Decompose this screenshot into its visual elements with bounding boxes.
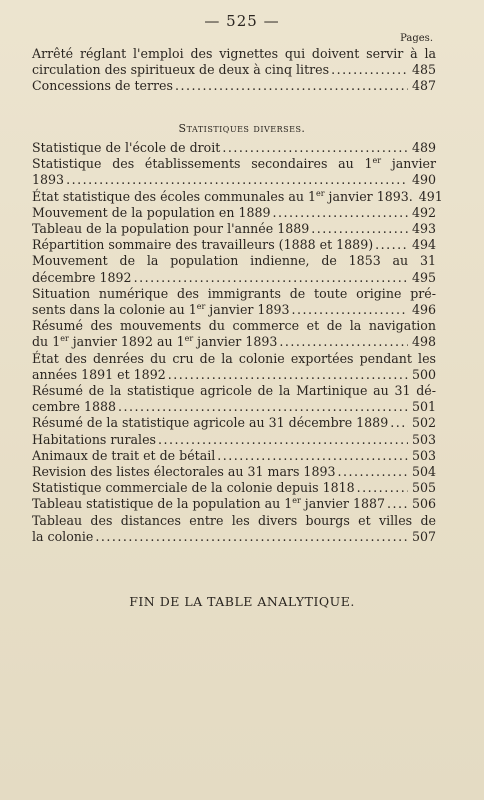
entry-text: Répartition sommaire des travailleurs (1888 et 1889) <box>32 237 374 253</box>
entry-page-number: 503 <box>411 447 436 463</box>
toc-entry <box>32 383 436 415</box>
dot-leader <box>331 62 408 78</box>
toc-entry <box>32 351 436 383</box>
dot-leader <box>217 448 408 464</box>
dot-leader <box>95 529 408 545</box>
toc-entry <box>32 237 436 253</box>
entry-text: Habitations rurales <box>32 431 157 447</box>
entry-text: décembre 1892 <box>32 269 132 285</box>
toc-entry <box>32 78 436 94</box>
entry-text: Concessions de terres <box>32 78 173 94</box>
entry-text: Tableau statistique de la population au 1er janvier 1887 <box>32 496 385 512</box>
pages-column-label: Pages. <box>400 33 433 44</box>
entry-text: Statistique de l'école de droit <box>32 140 221 155</box>
entry-page-number: 501 <box>411 399 436 415</box>
entry-page-number: 495 <box>411 269 436 285</box>
entry-text: État des denrées du cru de la colonie exportées pendant les <box>32 350 436 366</box>
entry-page-number: 496 <box>411 302 436 318</box>
entry-page-number: 502 <box>411 415 436 431</box>
entry-page-number: 504 <box>411 464 436 480</box>
entry-page-number: 491 <box>418 188 443 204</box>
entry-page-number: 490 <box>411 172 436 188</box>
entry-text: 1893 <box>32 172 65 188</box>
entry-text: Tableau de la population pour l'année 1889 <box>32 221 310 237</box>
dot-leader <box>387 496 408 512</box>
entry-page-number: 492 <box>411 204 436 220</box>
entry-page-number: 505 <box>411 480 436 496</box>
entry-page-number: 489 <box>411 140 436 155</box>
toc-entry <box>32 480 436 496</box>
entry-page-number: 498 <box>411 334 436 350</box>
entry-text: Statistique des établissements secondaires au 1er janvier <box>32 156 436 172</box>
dot-leader <box>66 172 408 188</box>
dot-leader <box>158 432 408 448</box>
toc-entry <box>32 286 436 318</box>
entry-page-number: 500 <box>411 366 436 382</box>
toc-entry <box>32 140 436 156</box>
entry-text: du 1er janvier 1892 au 1er janvier 1893 <box>32 334 278 350</box>
toc-entry <box>32 415 436 431</box>
entry-text: Revision des listes électorales au 31 mars 1893 <box>32 464 336 480</box>
entry-text: cembre 1888 <box>32 399 117 415</box>
entry-text: années 1891 et 1892 <box>32 366 166 382</box>
entry-text: sents dans la colonie au 1er janvier 1893 <box>32 302 290 318</box>
entry-text: État statistique des écoles communales au 1er janvier 1893. <box>32 188 413 204</box>
top-entries <box>32 46 436 95</box>
entry-page-number: 485 <box>411 62 436 78</box>
dot-leader <box>311 221 408 237</box>
entry-page-number: 487 <box>411 78 436 94</box>
toc-entry <box>32 221 436 237</box>
statistics-entries <box>32 140 443 545</box>
entry-page-number: 507 <box>411 528 436 544</box>
toc-entry <box>32 46 436 78</box>
section-title: Statistiques diverses. <box>178 122 306 135</box>
toc-entry <box>32 205 436 221</box>
toc-entry <box>32 188 443 205</box>
entry-text: Mouvement de la population indienne, de 1853 au 31 <box>32 253 436 269</box>
dot-leader <box>375 237 408 253</box>
entry-text: Situation numérique des immigrants de toute origine pré- <box>32 285 436 301</box>
entry-text: Résumé de la statistique agricole au 31 décembre 1889 <box>32 415 389 431</box>
entry-text: Animaux de trait et de bétail <box>32 447 216 463</box>
toc-entry <box>32 464 436 480</box>
toc-entry <box>32 448 436 464</box>
toc-entry <box>32 513 436 545</box>
dot-leader <box>390 415 408 431</box>
dot-leader <box>279 334 408 350</box>
toc-entry <box>32 496 436 512</box>
entry-text: Statistique commerciale de la colonie depuis 1818 <box>32 480 355 496</box>
entry-text: la colonie <box>32 528 94 544</box>
entry-text: circulation des spiritueux de deux à cinq litres <box>32 62 330 78</box>
dot-leader <box>222 140 408 156</box>
dot-leader <box>134 270 408 286</box>
toc-entry <box>32 432 436 448</box>
dot-leader <box>168 367 408 383</box>
toc-entry <box>32 253 436 285</box>
toc-entry <box>32 318 436 350</box>
toc-entry <box>32 156 436 188</box>
entry-page-number: 493 <box>411 221 436 237</box>
dot-leader <box>118 399 408 415</box>
entry-page-number: 494 <box>411 237 436 253</box>
dot-leader <box>338 464 409 480</box>
entry-text: Résumé des mouvements du commerce et de la navigation <box>32 318 436 334</box>
dot-leader <box>273 205 408 221</box>
page-number: — 525 — <box>204 12 280 30</box>
entry-page-number: 506 <box>411 496 436 512</box>
entry-text: Tableau des distances entre les divers bourgs et villes de <box>32 512 436 528</box>
entry-page-number: 503 <box>411 431 436 447</box>
entry-text: Résumé de la statistique agricole de la Martinique au 31 dé- <box>32 383 436 399</box>
entry-text: Arrêté réglant l'emploi des vignettes qui doivent servir à la <box>32 46 436 61</box>
end-of-table-notice: FIN DE LA TABLE ANALYTIQUE. <box>129 594 355 609</box>
dot-leader <box>291 302 408 318</box>
dot-leader <box>357 480 408 496</box>
dot-leader <box>175 78 408 94</box>
entry-text: Mouvement de la population en 1889 <box>32 204 271 220</box>
